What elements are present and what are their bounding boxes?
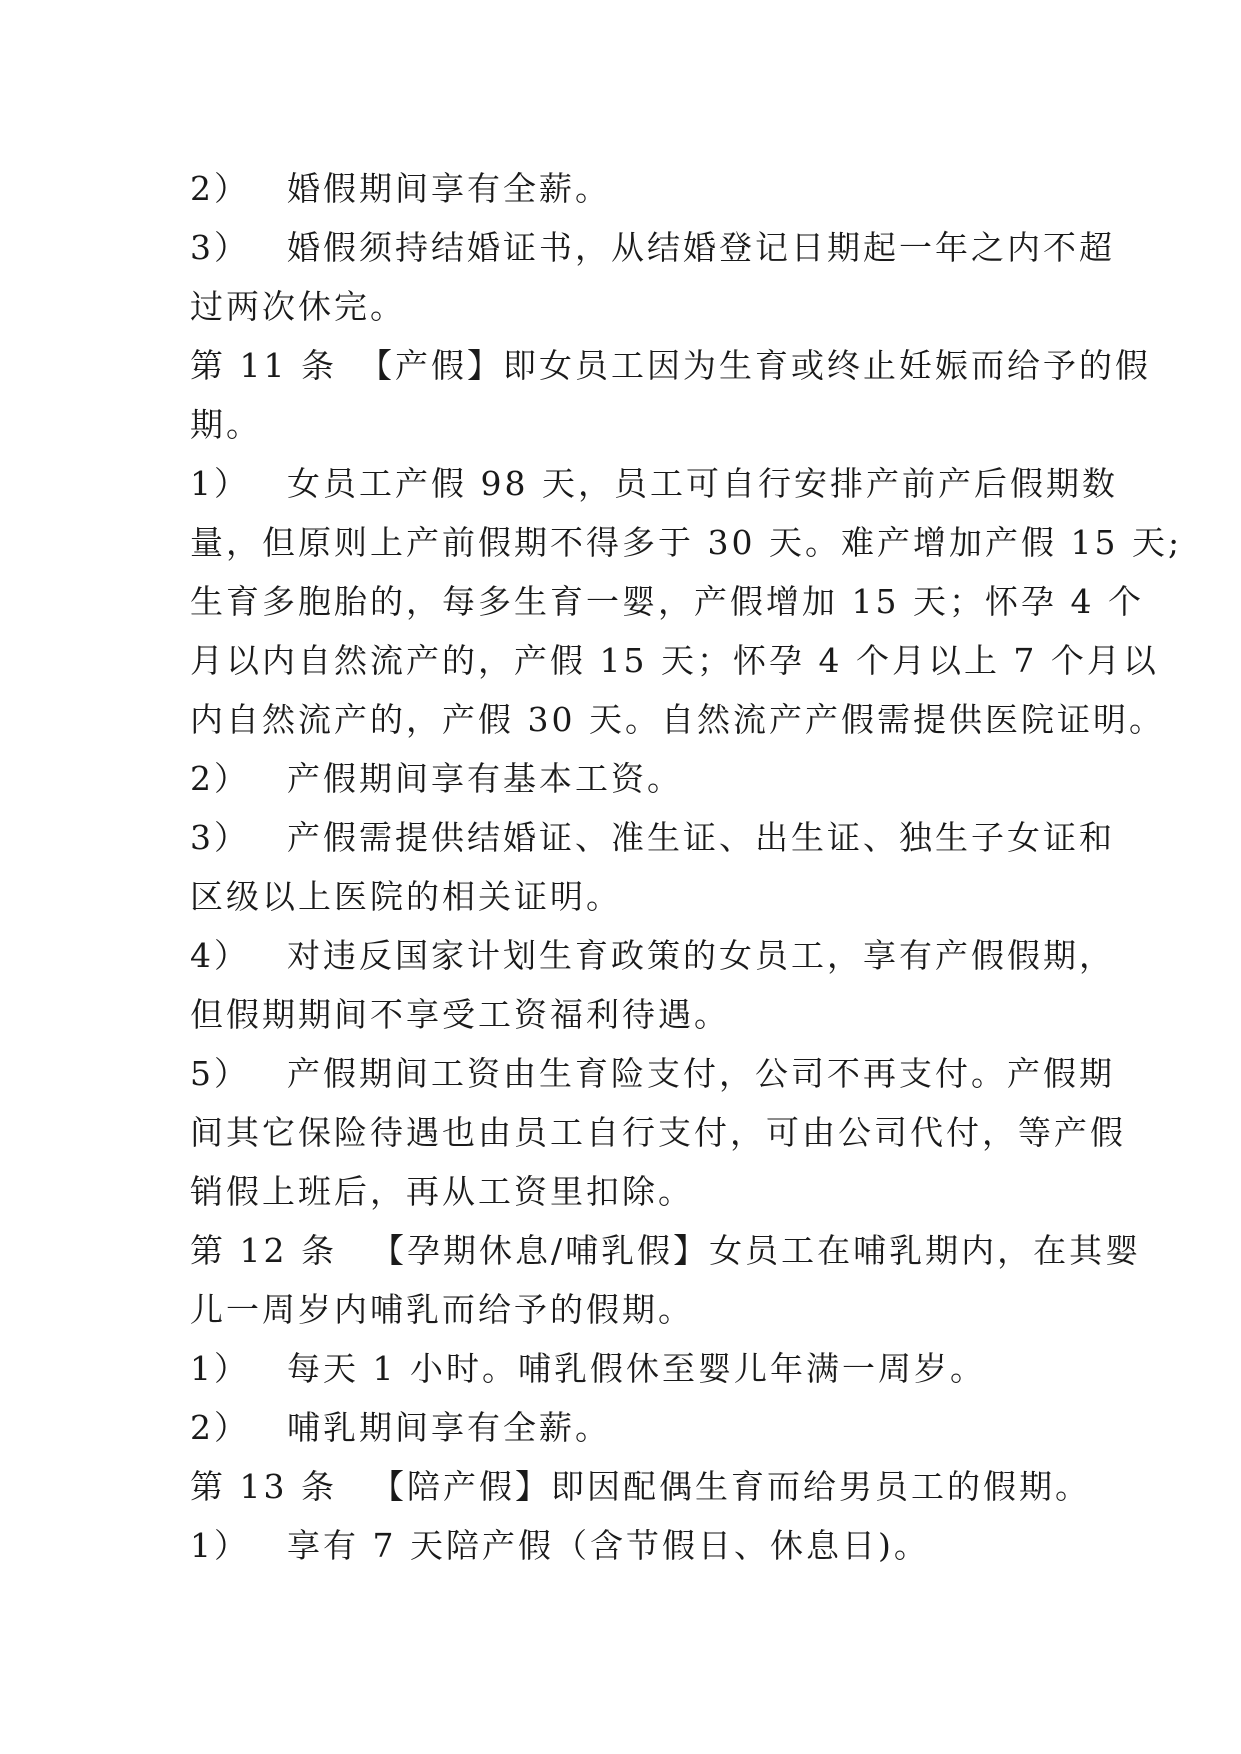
article-label: 第 13 条 [190,1467,337,1506]
item-text: 哺乳期间享有全薪。 [287,1408,611,1447]
item-number: 2） [190,759,250,798]
article-heading [190,1221,1142,1280]
item-text: 产假需提供结婚证、准生证、出生证、独生子女证和 [287,818,1115,857]
item-text: 对违反国家计划生育政策的女员工，享有产假假期， [287,936,1115,975]
continuation-text: 内自然流产的，产假 30 天。自然流产产假需提供医院证明。 [190,700,1165,739]
item-text: 婚假须持结婚证书，从结婚登记日期起一年之内不超 [287,228,1115,267]
article-heading [190,336,1151,395]
article-heading [190,1457,1091,1516]
list-item [190,926,1115,985]
list-item [190,749,1070,808]
article-text: 【陪产假】即因配偶生育而给男员工的假期。 [370,1467,1091,1506]
continuation-text: 生育多胞胎的，每多生育一婴，产假增加 15 天；怀孕 4 个 [190,582,1144,621]
item-number: 1） [190,1526,250,1565]
article-text: 【产假】即女员工因为生育或终止妊娠而给予的假 [358,346,1151,385]
item-text: 享有 7 天陪产假（含节假日、休息日)。 [287,1526,930,1565]
item-number: 2） [190,1408,250,1447]
item-text: 产假期间工资由生育险支付，公司不再支付。产假期 [287,1054,1115,1093]
list-item [190,1398,1070,1457]
continuation-line [190,867,1070,926]
continuation-text: 间其它保险待遇也由员工自行支付，可由公司代付，等产假 [190,1113,1126,1152]
continuation-text: 但假期期间不享受工资福利待遇。 [190,995,730,1034]
article-label: 第 12 条 [190,1231,337,1270]
continuation-text: 期。 [190,405,262,444]
continuation-text: 过两次休完。 [190,287,406,326]
continuation-line [190,513,1183,572]
item-number: 3） [190,228,250,267]
list-item [190,159,1070,218]
list-item [190,454,1118,513]
continuation-text: 量，但原则上产前假期不得多于 30 天。难产增加产假 15 天; [190,523,1183,562]
continuation-line [190,395,1070,454]
list-item [190,1044,1115,1103]
continuation-text: 月以内自然流产的，产假 15 天；怀孕 4 个月以上 7 个月以 [190,641,1159,680]
continuation-line [190,1103,1126,1162]
item-number: 5） [190,1054,250,1093]
continuation-line [190,572,1144,631]
continuation-line [190,631,1159,690]
list-item [190,1339,1070,1398]
continuation-text: 儿一周岁内哺乳而给予的假期。 [190,1290,694,1329]
list-item [190,1516,1070,1575]
continuation-line [190,277,1070,336]
list-item [190,808,1115,867]
continuation-line [190,690,1165,749]
item-text: 产假期间享有基本工资。 [287,759,683,798]
item-number: 2） [190,169,250,208]
item-text: 每天 1 小时。哺乳假休至婴儿年满一周岁。 [287,1349,986,1388]
continuation-text: 销假上班后，再从工资里扣除。 [190,1172,694,1211]
list-item [190,218,1115,277]
continuation-line [190,1280,1070,1339]
document-body [190,159,1183,1575]
item-number: 1） [190,464,250,503]
item-text: 婚假期间享有全薪。 [287,169,611,208]
item-number: 3） [190,818,250,857]
article-text: 【孕期休息/哺乳假】女员工在哺乳期内，在其婴 [370,1231,1142,1270]
item-text: 女员工产假 98 天，员工可自行安排产前产后假期数 [287,464,1118,503]
item-number: 4） [190,936,250,975]
continuation-text: 区级以上医院的相关证明。 [190,877,622,916]
item-number: 1） [190,1349,250,1388]
article-label: 第 11 条 [190,346,337,385]
continuation-line [190,985,1070,1044]
continuation-line [190,1162,1070,1221]
